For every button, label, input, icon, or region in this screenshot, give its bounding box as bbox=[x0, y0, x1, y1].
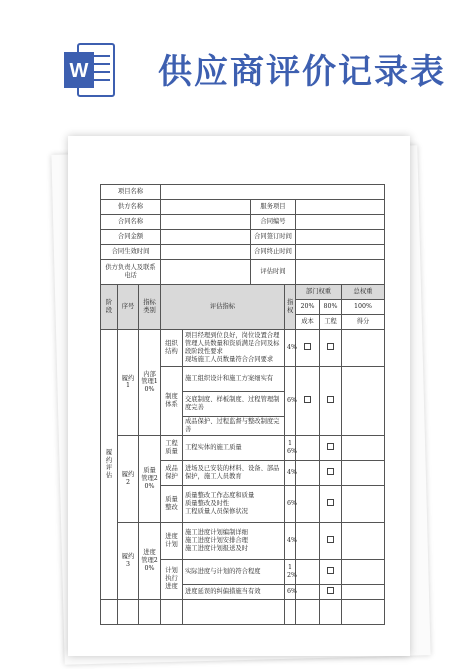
plan-item: 施工进度计划编制详细 bbox=[185, 528, 248, 536]
eng-checkbox[interactable] bbox=[320, 460, 342, 485]
effective-time-label: 合同生效时间 bbox=[101, 245, 161, 260]
header-p80: 80% bbox=[320, 300, 342, 315]
eval-time-label: 评估时间 bbox=[251, 260, 296, 285]
rectify-item: 工程质量人员保修状况 bbox=[185, 507, 248, 515]
sys-item: 施工组织设计和施工方案细实有 bbox=[183, 367, 285, 392]
checkbox-icon[interactable] bbox=[327, 587, 334, 594]
plan-cell: 进度计划 bbox=[161, 522, 183, 559]
plan-item: 施工进度计划安排合理 bbox=[185, 536, 248, 544]
table-row bbox=[101, 330, 385, 367]
plan-item: 施工进度计划报送及时 bbox=[185, 544, 248, 552]
contract-no-value[interactable] bbox=[296, 215, 385, 230]
banner bbox=[0, 0, 474, 110]
contact-value[interactable] bbox=[161, 260, 251, 285]
contract-name-value[interactable] bbox=[161, 215, 251, 230]
end-time-value[interactable] bbox=[296, 245, 385, 260]
blank-cell bbox=[161, 599, 183, 624]
eng-checkbox[interactable] bbox=[320, 559, 342, 584]
checkbox-icon[interactable] bbox=[327, 396, 334, 403]
checkbox-icon[interactable] bbox=[327, 343, 334, 350]
rectify-cell: 质量整改 bbox=[161, 485, 183, 522]
stage-cell: 履约评估 bbox=[101, 330, 118, 600]
org-item: 管理人员数量和资质满足合同及标段阶段性要求 bbox=[185, 340, 280, 355]
header-eval-indicator: 评估指标 bbox=[161, 285, 285, 330]
blank-cell bbox=[320, 599, 342, 624]
supplier-name-label: 供方名称 bbox=[101, 200, 161, 215]
eng-checkbox[interactable] bbox=[320, 367, 342, 436]
blank-cell bbox=[342, 599, 385, 624]
protection-item: 进场及已安装的材料、设备、部品保护，施工人员教育 bbox=[183, 460, 285, 485]
weight-value: 6% bbox=[285, 367, 296, 436]
checkbox-icon[interactable] bbox=[304, 396, 311, 403]
weight-value: 4% bbox=[285, 330, 296, 367]
weight-value: 12% bbox=[285, 559, 296, 584]
quality-cell: 工程质量 bbox=[161, 435, 183, 460]
rectify-item: 质量整改工作态度和质量 bbox=[185, 491, 255, 499]
supplier-name-value[interactable] bbox=[161, 200, 251, 215]
sign-time-value[interactable] bbox=[296, 230, 385, 245]
table-row bbox=[101, 230, 385, 245]
word-document-icon bbox=[64, 40, 116, 100]
cost-cell[interactable] bbox=[296, 584, 320, 599]
group1-type: 内部管理10% bbox=[139, 330, 161, 436]
group2-seq: 履约2 bbox=[118, 435, 139, 522]
project-name-value[interactable] bbox=[161, 185, 385, 200]
project-name-label: 项目名称 bbox=[101, 185, 161, 200]
cost-cell[interactable] bbox=[296, 435, 320, 460]
checkbox-icon[interactable] bbox=[327, 468, 334, 475]
header-engineering: 工程 bbox=[320, 315, 342, 330]
score-cell[interactable] bbox=[342, 367, 385, 436]
system-cell: 制度体系 bbox=[161, 367, 183, 436]
effective-time-value[interactable] bbox=[161, 245, 251, 260]
weight-value: 4% bbox=[285, 522, 296, 559]
cost-cell[interactable] bbox=[296, 460, 320, 485]
contract-amount-label: 合同金额 bbox=[101, 230, 161, 245]
score-cell[interactable] bbox=[342, 485, 385, 522]
blank-cell bbox=[296, 599, 320, 624]
evaluation-table bbox=[100, 184, 385, 625]
header-total-weight: 总权重 bbox=[342, 285, 385, 300]
score-cell[interactable] bbox=[342, 559, 385, 584]
table-row bbox=[101, 245, 385, 260]
cost-cell[interactable] bbox=[296, 559, 320, 584]
cost-checkbox[interactable] bbox=[296, 330, 320, 367]
score-cell[interactable] bbox=[342, 584, 385, 599]
checkbox-icon[interactable] bbox=[327, 443, 334, 450]
contract-amount-value[interactable] bbox=[161, 230, 251, 245]
protection-cell: 成品保护 bbox=[161, 460, 183, 485]
checkbox-icon[interactable] bbox=[327, 567, 334, 574]
org-structure: 组织结构 bbox=[161, 330, 183, 367]
eng-checkbox[interactable] bbox=[320, 522, 342, 559]
header-cost: 成本 bbox=[296, 315, 320, 330]
cost-cell[interactable] bbox=[296, 485, 320, 522]
table-row bbox=[101, 435, 385, 460]
header-indicator-type: 指标类别 bbox=[139, 285, 161, 330]
score-cell[interactable] bbox=[342, 435, 385, 460]
quality-item: 工程实体的施工质量 bbox=[183, 435, 285, 460]
header-seq: 序号 bbox=[118, 285, 139, 330]
table-row bbox=[101, 599, 385, 624]
table-row bbox=[101, 215, 385, 230]
weight-value: 4% bbox=[285, 460, 296, 485]
score-cell[interactable] bbox=[342, 460, 385, 485]
service-project-label: 服务项目 bbox=[251, 200, 296, 215]
eval-time-value[interactable] bbox=[296, 260, 385, 285]
org-item: 现场施工人员数量符合合同要求 bbox=[185, 355, 274, 363]
blank-cell bbox=[285, 599, 296, 624]
group1-seq: 履约1 bbox=[118, 330, 139, 436]
table-row bbox=[101, 185, 385, 200]
end-time-label: 合同终止时间 bbox=[251, 245, 296, 260]
header-weight: 指权 bbox=[285, 285, 296, 330]
blank-cell bbox=[118, 599, 139, 624]
org-item: 项目经理到位良好，岗位设置合理 bbox=[185, 332, 280, 340]
exec-item: 实际进度与计划的符合程度 bbox=[183, 559, 285, 584]
table-row bbox=[101, 200, 385, 215]
header-dept-weight: 部门权重 bbox=[296, 285, 342, 300]
contact-label: 供方负责人及联系电话 bbox=[101, 260, 161, 285]
exec-item: 进度延误的纠偏措施当有效 bbox=[183, 584, 285, 599]
table-row bbox=[101, 522, 385, 559]
weight-value: 6% bbox=[285, 584, 296, 599]
page-title: 供应商评价记录表 bbox=[158, 52, 446, 92]
sign-time-label: 合同签订时间 bbox=[251, 230, 296, 245]
svg-text:W: W bbox=[69, 60, 89, 82]
cost-cell[interactable] bbox=[296, 522, 320, 559]
document-page bbox=[68, 136, 410, 656]
sys-item: 交底制度、样板制度、过程管理制度完善 bbox=[183, 392, 285, 417]
score-cell[interactable] bbox=[342, 522, 385, 559]
org-items bbox=[183, 330, 285, 367]
execution-cell: 计划执行进度 bbox=[161, 559, 183, 599]
blank-cell bbox=[183, 599, 285, 624]
eng-checkbox[interactable] bbox=[320, 485, 342, 522]
cost-checkbox[interactable] bbox=[296, 367, 320, 436]
rectify-item: 质量整改及时性 bbox=[185, 499, 230, 507]
header-p100: 100% bbox=[342, 300, 385, 315]
checkbox-icon[interactable] bbox=[327, 536, 334, 543]
weight-value: 6% bbox=[285, 485, 296, 522]
header-row bbox=[101, 285, 385, 300]
contract-no-label: 合同编号 bbox=[251, 215, 296, 230]
header-score: 得分 bbox=[342, 315, 385, 330]
contract-name-label: 合同名称 bbox=[101, 215, 161, 230]
header-p20: 20% bbox=[296, 300, 320, 315]
weight-value: 16% bbox=[285, 435, 296, 460]
sys-item: 成品保护、过程监督与整改制度完善 bbox=[183, 417, 285, 436]
checkbox-icon[interactable] bbox=[327, 499, 334, 506]
eng-checkbox[interactable] bbox=[320, 435, 342, 460]
score-cell[interactable] bbox=[342, 330, 385, 367]
blank-cell bbox=[101, 599, 118, 624]
eng-checkbox[interactable] bbox=[320, 584, 342, 599]
eng-checkbox[interactable] bbox=[320, 330, 342, 367]
blank-cell bbox=[139, 599, 161, 624]
header-stage: 阶段 bbox=[101, 285, 118, 330]
service-project-value[interactable] bbox=[296, 200, 385, 215]
rectify-items bbox=[183, 485, 285, 522]
group3-type: 进度管理20% bbox=[139, 522, 161, 599]
plan-items bbox=[183, 522, 285, 559]
checkbox-icon[interactable] bbox=[304, 343, 311, 350]
group2-type: 质量管理20% bbox=[139, 435, 161, 522]
table-row bbox=[101, 260, 385, 285]
group3-seq: 履约3 bbox=[118, 522, 139, 599]
